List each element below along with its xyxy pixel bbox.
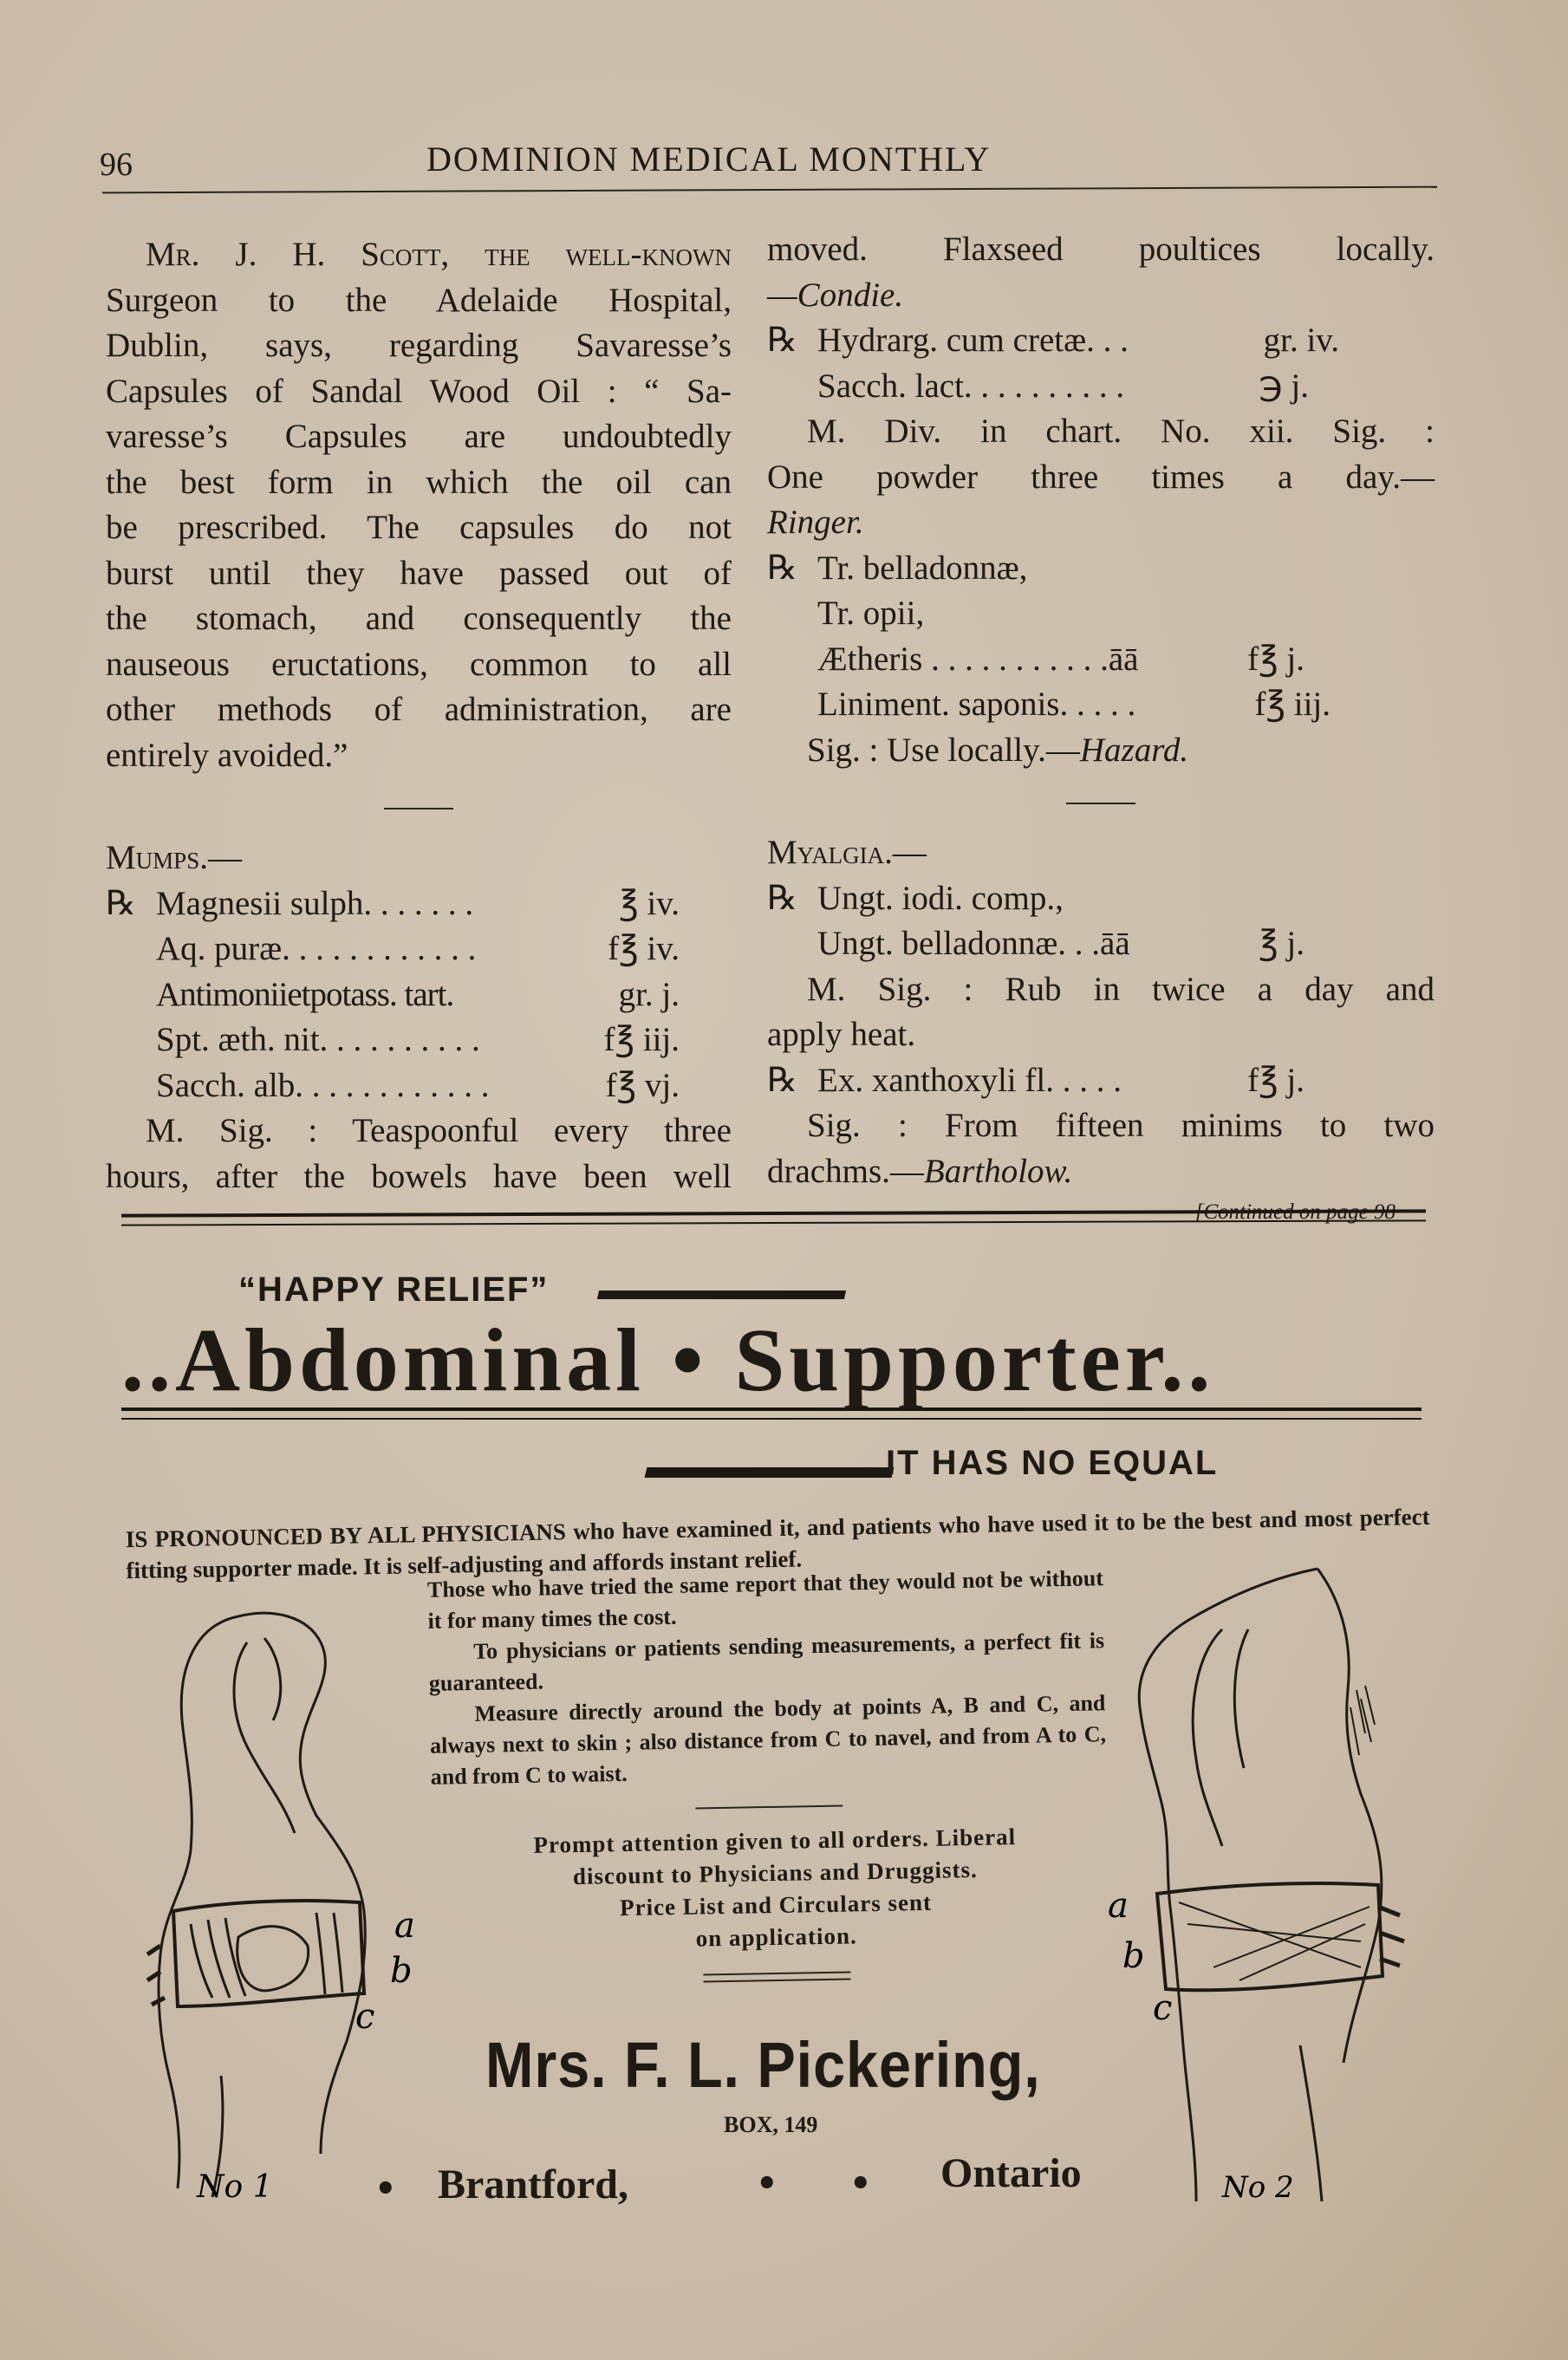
text-line: other methods of administration, are xyxy=(106,691,732,728)
band-stitch xyxy=(225,1918,245,1996)
text-line: hours, after the bowels have been well xyxy=(106,1157,732,1195)
text-line: discount to Physicians and Druggists. xyxy=(572,1856,979,1890)
mumps-prescription xyxy=(106,881,732,1109)
header-rule xyxy=(102,186,1437,194)
text-line: the stomach, and consequently the xyxy=(106,600,732,637)
text-line: M. Sig. : Teaspoonful every three xyxy=(146,1112,732,1149)
rx-symbol: ℞ xyxy=(106,884,136,922)
left-column xyxy=(106,232,732,1200)
rx-item: Magnesii sulph. . . . . . . xyxy=(156,884,474,922)
supporter-front-figure xyxy=(143,1590,420,2214)
ad-title-rule-thin xyxy=(121,1418,1422,1420)
prescription-bartholow xyxy=(767,1058,1435,1104)
rx-symbol: ℞ xyxy=(767,549,797,587)
text-line: entirely avoided.” xyxy=(106,736,348,774)
text-line: varesse’s Capsules are undoubtedly xyxy=(106,418,732,455)
rx-symbol: ℞ xyxy=(767,879,797,917)
label-a: a xyxy=(1108,1886,1129,1926)
myalgia-heading: Myalgia.— xyxy=(767,834,927,871)
rx-dose: f℥ j. xyxy=(1247,1061,1304,1099)
ad-small-rule xyxy=(704,1979,851,1983)
text-line: apply heat. xyxy=(767,1016,916,1053)
text-line: the best form in which the oil can xyxy=(106,463,732,501)
prescription-myalgia xyxy=(767,876,1435,967)
ad-small-rule xyxy=(703,1972,850,1976)
torso-outline-front xyxy=(1318,1569,1382,2063)
text-line: nauseous eructations, common to all xyxy=(106,645,732,683)
text-line: on application. xyxy=(695,1922,857,1952)
leg-line xyxy=(1300,2045,1322,2201)
prescription-ringer xyxy=(767,318,1435,409)
section-separator xyxy=(1066,803,1135,804)
right-column xyxy=(767,227,1435,1226)
band-stitch xyxy=(191,1924,212,1998)
label-b: b xyxy=(1122,1936,1145,1976)
arm-outline xyxy=(234,1642,295,1833)
text-line: Prompt attention given to all orders. Liberal xyxy=(533,1824,1017,1858)
text-line: Dublin, says, regarding Savaresse’s xyxy=(106,327,732,364)
rx-dose: f℥ vj. xyxy=(605,1066,680,1104)
ad-tagline-bar xyxy=(597,1291,846,1299)
sig-text: drachms.— xyxy=(767,1152,924,1190)
ad-bullet: • xyxy=(756,2163,778,2204)
band-buckles xyxy=(147,1946,165,2005)
band-stitch xyxy=(334,1913,342,1993)
section-separator xyxy=(384,808,453,809)
text-line: Mr. J. H. Scott, the well-known xyxy=(146,236,732,273)
supporter-band xyxy=(1157,1883,1383,1990)
arm-outline xyxy=(1193,1629,1222,1846)
label-a: a xyxy=(394,1906,415,1946)
leg-line xyxy=(1183,2045,1196,2201)
rx-dose: f℥ iij. xyxy=(1254,686,1331,723)
text-line: M. Div. in chart. No. xii. Sig. : xyxy=(807,413,1435,450)
ad-box-number: BOX, 149 xyxy=(724,2112,818,2137)
label-c: c xyxy=(1153,1988,1173,2028)
sig-line xyxy=(767,1149,1435,1195)
ad-paragraph: Measure directly around the body at points A, B and C, and always next to skin ; also distance from C to navel, and from A to C, and from C to waist. xyxy=(429,1690,1107,1790)
rx-item: Tr. belladonnæ, xyxy=(817,549,1028,587)
arm-inner xyxy=(1234,1629,1248,1768)
ad-no-equal-bar xyxy=(645,1467,895,1478)
figure-caption: No 1 xyxy=(197,2169,273,2205)
ad-small-rule xyxy=(695,1804,843,1809)
author-citation: Hazard. xyxy=(1079,731,1189,769)
ad-city: Brantford, xyxy=(438,2162,628,2207)
label-b: b xyxy=(390,1951,413,1991)
text-line: —Condie. xyxy=(767,276,904,314)
band-straps xyxy=(1179,1902,1370,1980)
ad-paragraph: To physicians or patients sending measurements, a perfect fit is guaranteed. xyxy=(428,1628,1105,1696)
label-c: c xyxy=(355,1997,375,2037)
text-line: burst until they have passed out of xyxy=(106,554,732,592)
author-citation: Ringer. xyxy=(767,504,864,541)
rx-item: Tr. opii, xyxy=(817,595,925,632)
figure-caption: No 2 xyxy=(1222,2170,1294,2205)
page-number: 96 xyxy=(100,146,133,183)
rx-item: Ungt. belladonnæ. . .āā xyxy=(817,925,1130,962)
text-line: moved. Flaxseed poultices locally. xyxy=(767,231,1435,268)
ad-province: Ontario xyxy=(940,2150,1082,2196)
rx-dose: ℥ j. xyxy=(1259,925,1304,962)
ad-title-rule xyxy=(121,1408,1422,1411)
rx-dose: gr. iv. xyxy=(1263,322,1339,359)
ad-endorsement: IS PRONOUNCED BY ALL PHYSICIANS who have examined it, and patients who have used it to be the best and most perfect fitting supporter made. It is self-adjusting and affords instant relief. xyxy=(125,1503,1430,1584)
rx-item: Ungt. iodi. comp., xyxy=(817,879,1064,917)
author-citation: Bartholow. xyxy=(923,1152,1073,1190)
ad-merchant-name: Mrs. F. L. Pickering, xyxy=(485,2029,1041,2101)
rx-item: Ex. xanthoxyli fl. . . . . xyxy=(817,1061,1122,1099)
rx-item: Liniment. saponis. . . . . xyxy=(817,686,1136,723)
ad-order-notice xyxy=(427,1819,1123,1987)
prescription-hazard xyxy=(767,546,1435,728)
text-line: Capsules of Sandal Wood Oil : “ Sa- xyxy=(106,372,732,410)
rx-item: Antimoniietpotass. tart. xyxy=(156,975,454,1013)
rx-dose: f℥ j. xyxy=(1247,640,1304,678)
rx-item: Hydrarg. cum cretæ. . . xyxy=(817,322,1129,359)
journal-title: DOMINION MEDICAL MONTHLY xyxy=(426,140,992,179)
torso-outline-right xyxy=(238,1613,365,2154)
text-line: Sig. : From fifteen minims to two xyxy=(807,1107,1435,1144)
ad-body xyxy=(427,1563,1108,1814)
continued-note: [Continued on page 98 xyxy=(1194,1200,1396,1224)
rx-item: Aq. puræ. . . . . . . . . . . . xyxy=(156,930,477,967)
scott-paragraph xyxy=(106,232,732,778)
text-line: M. Sig. : Rub in twice a day and xyxy=(807,970,1435,1008)
rx-symbol: ℞ xyxy=(767,322,797,359)
rx-item: Ætheris . . . . . . . . . . .āā xyxy=(817,640,1139,678)
text-line: be prescribed. The capsules do not xyxy=(106,509,732,546)
rx-item: Sacch. alb. . . . . . . . . . . . xyxy=(156,1066,490,1104)
ad-no-equal: IT HAS NO EQUAL xyxy=(886,1444,1219,1482)
sig-line xyxy=(767,728,1435,774)
band-pad xyxy=(237,1927,309,1991)
rx-dose: ℥ iv. xyxy=(619,884,680,922)
shoulder-line xyxy=(264,1638,281,1720)
rx-dose: f℥ iv. xyxy=(608,930,680,967)
rx-symbol: ℞ xyxy=(767,1061,797,1099)
supporter-side-figure xyxy=(1101,1560,1430,2219)
sig-text: Sig. : Use locally.— xyxy=(807,731,1080,769)
band-stitch xyxy=(316,1913,325,1994)
rx-dose: gr. j. xyxy=(618,975,680,1013)
rx-item: Spt. æth. nit. . . . . . . . . . xyxy=(156,1021,480,1058)
ad-tagline: “HAPPY RELIEF” xyxy=(238,1271,550,1309)
mumps-heading: Mumps.— xyxy=(106,839,242,876)
text-line: One powder three times a day.— xyxy=(767,458,1435,496)
text-line: Surgeon to the Adelaide Hospital, xyxy=(106,281,732,319)
rx-dose: f℥ iij. xyxy=(603,1021,680,1058)
ad-bullet: • xyxy=(374,2168,397,2209)
hatching xyxy=(1350,1686,1375,1755)
text-line: Price List and Circulars sent xyxy=(619,1889,933,1921)
ad-title: ..Abdominal • Supporter.. xyxy=(121,1310,1215,1410)
rx-item: Sacch. lact. . . . . . . . . . xyxy=(817,367,1125,405)
ad-bullet: • xyxy=(849,2163,872,2204)
rx-dose: ℈ j. xyxy=(1259,367,1309,405)
ad-paragraph: Those who have tried the same report that they would not be without it for many times the cost. xyxy=(426,1565,1104,1634)
